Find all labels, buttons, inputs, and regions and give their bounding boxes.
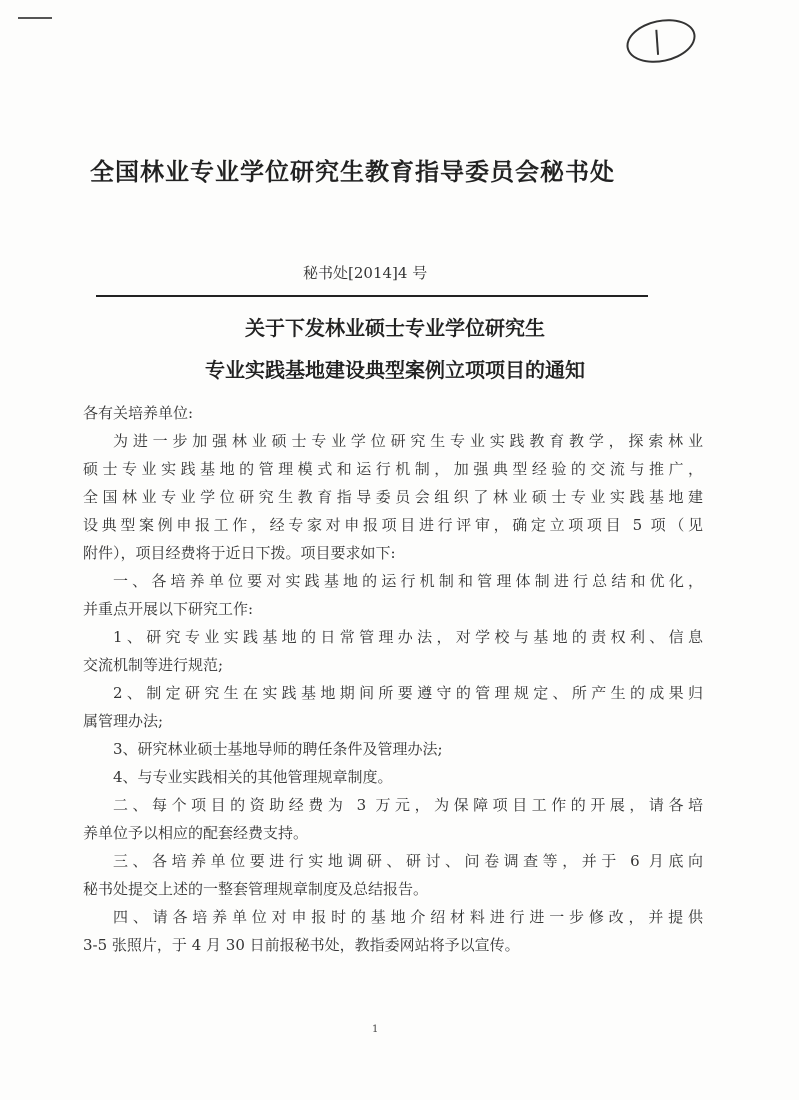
paragraph-line: 四、请各培养单位对申报时的基地介绍材料进行进一步修改，并提供 xyxy=(113,908,703,926)
paragraph-line: 并重点开展以下研究工作: xyxy=(83,600,254,618)
paragraph-line: 1、研究专业实践基地的日常管理办法，对学校与基地的责权利、信息 xyxy=(113,628,703,646)
paragraph-line: 3、研究林业硕士基地导师的聘任条件及管理办法; xyxy=(113,740,443,758)
notice-body xyxy=(83,399,703,959)
paragraph-line: 交流机制等进行规范; xyxy=(83,656,224,674)
handwritten-circled-one-mark xyxy=(622,13,699,69)
paragraph-line: 一、各培养单位要对实践基地的运行机制和管理体制进行总结和优化， xyxy=(113,572,703,590)
paragraph-line: 附件），项目经费将于近日下拨。项目要求如下: xyxy=(83,544,396,562)
paragraph-line: 全国林业专业学位研究生教育指导委员会组织了林业硕士专业实践基地建 xyxy=(83,488,703,506)
scan-edge-mark xyxy=(18,17,52,19)
paragraph-line: 为进一步加强林业硕士专业学位研究生专业实践教育教学，探索林业 xyxy=(113,432,703,450)
header-divider xyxy=(96,295,648,297)
notice-title-line-1: 关于下发林业硕士专业学位研究生 xyxy=(245,316,545,340)
paragraph-line: 3-5 张照片，于 4 月 30 日前报秘书处，教指委网站将予以宣传。 xyxy=(83,936,520,954)
paragraph-line: 养单位予以相应的配套经费支持。 xyxy=(83,824,309,842)
salutation: 各有关培养单位: xyxy=(83,404,194,422)
paragraph-line: 2、制定研究生在实践基地期间所要遵守的管理规定、所产生的成果归 xyxy=(113,684,703,702)
document-number: 秘书处[2014]4 号 xyxy=(303,264,428,282)
paragraph-line: 硕士专业实践基地的管理模式和运行机制，加强典型经验的交流与推广， xyxy=(83,460,703,478)
paragraph-line: 二、每个项目的资助经费为 3 万元，为保障项目工作的开展，请各培 xyxy=(113,796,703,814)
paragraph-line: 4、与专业实践相关的其他管理规章制度。 xyxy=(113,768,393,786)
paragraph-line: 设典型案例申报工作，经专家对申报项目进行评审，确定立项项目 5 项（见 xyxy=(83,516,703,534)
page-number: 1 xyxy=(372,1024,379,1035)
notice-title-line-2: 专业实践基地建设典型案例立项项目的通知 xyxy=(205,358,585,382)
paragraph-line: 秘书处提交上述的一整套管理规章制度及总结报告。 xyxy=(83,880,429,898)
paragraph-line: 属管理办法; xyxy=(83,712,164,730)
organization-title: 全国林业专业学位研究生教育指导委员会秘书处 xyxy=(90,157,615,186)
paragraph-line: 三、各培养单位要进行实地调研、研讨、问卷调查等，并于 6 月底向 xyxy=(113,852,703,870)
